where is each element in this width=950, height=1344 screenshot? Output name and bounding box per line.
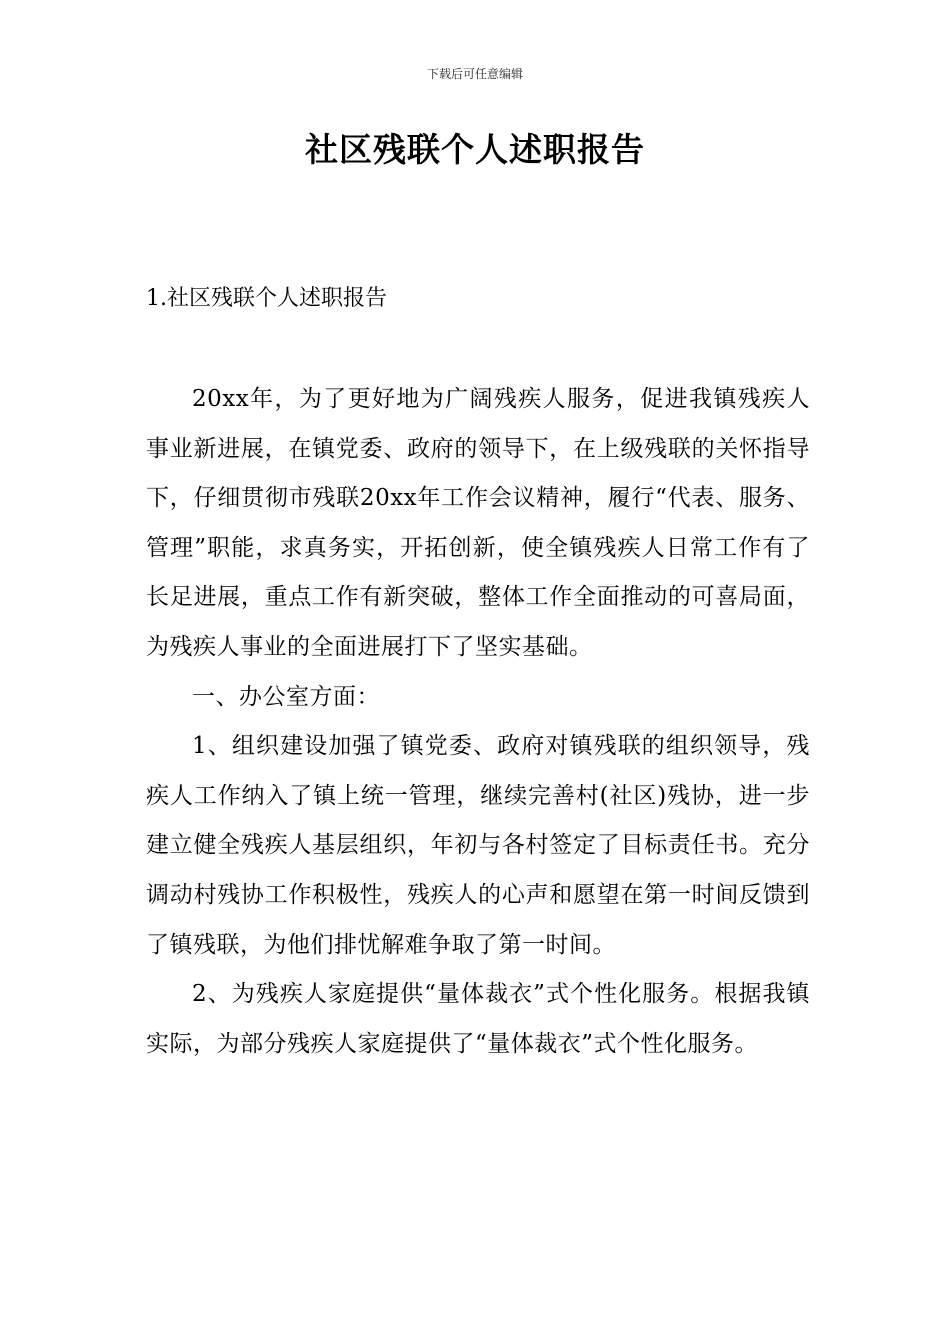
paragraph-office-heading: 一、办公室方面：: [192, 683, 380, 710]
section-heading: 1.社区残联个人述职报告: [146, 286, 387, 311]
paragraph-personalized-service: 2、为残疾人家庭提供“量体裁衣”式个性化服务。根据我镇实际，为部分残疾人家庭提供了“量体裁衣”式个性化服务。: [146, 981, 810, 1057]
document-title: 社区残联个人述职报告: [305, 130, 645, 169]
header-note: 下载后可任意编辑: [426, 67, 523, 81]
body-text: [146, 375, 810, 1069]
paragraph-intro: 20xx年，为了更好地为广阔残疾人服务，促进我镇残疾人事业新进展，在镇党委、政府的领导下，在上级残联的关怀指导下，仔细贯彻市残联20xx年工作会议精神，履行“代表、服务、管理”职能，求真务实，开拓创新，使全镇残疾人日常工作有了长足进展，重点工作有新突破，整体工作全面推动的可喜局面，为残疾人事业的全面进展打下了坚实基础。: [146, 386, 810, 660]
paragraph-organization: 1、组织建设加强了镇党委、政府对镇残联的组织领导，残疾人工作纳入了镇上统一管理，继续完善村(社区)残协，进一步建立健全残疾人基层组织，年初与各村签定了目标责任书。充分调动村残协工作积极性，残疾人的心声和愿望在第一时间反馈到了镇残联，为他们排忧解难争取了第一时间。: [146, 733, 810, 958]
